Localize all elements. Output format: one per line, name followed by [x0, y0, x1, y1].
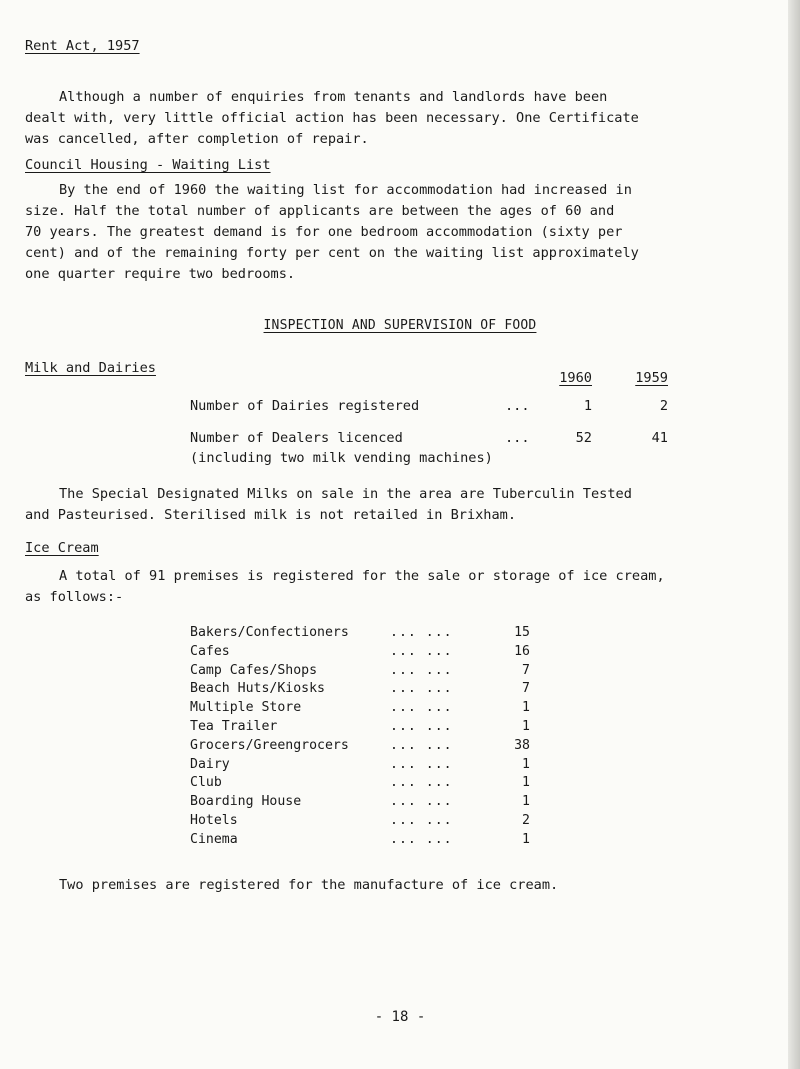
- premises-count: 38: [514, 737, 530, 753]
- premises-name: Multiple Store: [190, 700, 302, 716]
- premises-count: 1: [522, 831, 530, 847]
- dealers-licenced-label: Number of Dealers licenced: [190, 430, 403, 446]
- premises-name: Boarding House: [190, 794, 302, 810]
- column-header-1960: 1960: [559, 370, 592, 386]
- ice-cream-closing: [25, 875, 765, 896]
- table-row: [190, 737, 530, 756]
- dots-leader: ... ...: [390, 831, 453, 847]
- dots-leader: ... ...: [390, 662, 453, 678]
- text-line: A total of 91 premises is registered for the sale or storage of ice cream,: [59, 568, 665, 584]
- table-row: [190, 756, 530, 775]
- premises-count: 1: [522, 700, 530, 716]
- text-line: size. Half the total number of applicants are between the ages of 60 and: [25, 203, 615, 219]
- council-housing-paragraph: [25, 180, 765, 285]
- dots-leader: ... ...: [390, 681, 453, 697]
- premises-name: Camp Cafes/Shops: [190, 662, 318, 678]
- table-row: [190, 680, 530, 699]
- premises-name: Hotels: [190, 812, 238, 828]
- text-line: as follows:-: [25, 589, 124, 605]
- premises-count: 15: [514, 625, 530, 640]
- table-row: [190, 624, 530, 643]
- dots-leader: ...: [505, 430, 530, 446]
- dots-leader: ...: [505, 398, 530, 414]
- dots-leader: ... ...: [390, 794, 453, 810]
- dots-leader: ... ...: [390, 775, 453, 791]
- dots-leader: ... ...: [390, 756, 453, 772]
- premises-name: Tea Trailer: [190, 718, 278, 734]
- rent-act-heading: Rent Act, 1957: [25, 38, 140, 54]
- dealers-licenced-1960: 52: [575, 430, 592, 446]
- dairies-registered-label: Number of Dairies registered: [190, 398, 420, 414]
- premises-count: 7: [522, 662, 530, 678]
- premises-name: Dairy: [190, 756, 230, 772]
- text-line: Although a number of enquiries from tenants and landlords have been: [59, 89, 608, 105]
- premises-count: 1: [522, 794, 530, 810]
- dairies-registered-1960: 1: [583, 398, 592, 414]
- dots-leader: ... ...: [390, 643, 453, 659]
- dots-leader: ... ...: [390, 700, 453, 716]
- column-header-1959: 1959: [635, 370, 668, 386]
- premises-count: 2: [522, 812, 530, 828]
- text-line: The Special Designated Milks on sale in the area are Tuberculin Tested: [59, 486, 632, 502]
- text-line: one quarter require two bedrooms.: [25, 266, 296, 282]
- page-edge-shadow: [788, 0, 800, 1069]
- table-row: [190, 643, 530, 662]
- text-line: By the end of 1960 the waiting list for accommodation had increased in: [59, 182, 632, 198]
- table-row: [190, 831, 530, 850]
- text-line: dealt with, very little official action has been necessary. One Certificate: [25, 110, 639, 126]
- council-housing-heading: Council Housing - Waiting List: [25, 157, 271, 173]
- premises-count: 7: [522, 681, 530, 697]
- premises-count: 1: [522, 775, 530, 791]
- ice-cream-heading: Ice Cream: [25, 540, 99, 556]
- premises-name: Cinema: [190, 831, 238, 847]
- text-line: cent) and of the remaining forty per cent on the waiting list approximately: [25, 245, 639, 261]
- premises-name: Bakers/Confectioners: [190, 625, 349, 640]
- table-row: [190, 774, 530, 793]
- milk-dairies-heading: Milk and Dairies: [25, 360, 156, 376]
- premises-name: Beach Huts/Kiosks: [190, 681, 325, 697]
- premises-count: 1: [522, 756, 530, 772]
- dealers-licenced-1959: 41: [651, 430, 668, 446]
- dairies-registered-1959: 2: [659, 398, 668, 414]
- text-line: Two premises are registered for the manufacture of ice cream.: [59, 877, 559, 893]
- rent-act-paragraph: [25, 87, 765, 150]
- text-line: and Pasteurised. Sterilised milk is not retailed in Brixham.: [25, 507, 517, 523]
- table-row: [190, 718, 530, 737]
- text-line: 70 years. The greatest demand is for one bedroom accommodation (sixty per: [25, 224, 623, 240]
- dots-leader: ... ...: [390, 812, 453, 828]
- table-row: [190, 812, 530, 831]
- premises-count: 1: [522, 718, 530, 734]
- ice-cream-intro: [25, 566, 765, 608]
- ice-cream-premises-table: [190, 624, 530, 850]
- table-row: [190, 793, 530, 812]
- page-number: - 18 -: [374, 1009, 426, 1025]
- premises-count: 16: [514, 643, 530, 659]
- milk-paragraph: [25, 484, 765, 526]
- inspection-title: INSPECTION AND SUPERVISION OF FOOD: [263, 318, 537, 333]
- premises-name: Grocers/Greengrocers: [190, 737, 349, 753]
- premises-name: Cafes: [190, 643, 230, 659]
- table-row: [190, 662, 530, 681]
- premises-name: Club: [190, 775, 222, 791]
- dots-leader: ... ...: [390, 625, 453, 640]
- table-row: [190, 699, 530, 718]
- text-line: was cancelled, after completion of repair.: [25, 131, 369, 147]
- dealers-note: (including two milk vending machines): [190, 450, 493, 466]
- dots-leader: ... ...: [390, 737, 453, 753]
- dots-leader: ... ...: [390, 718, 453, 734]
